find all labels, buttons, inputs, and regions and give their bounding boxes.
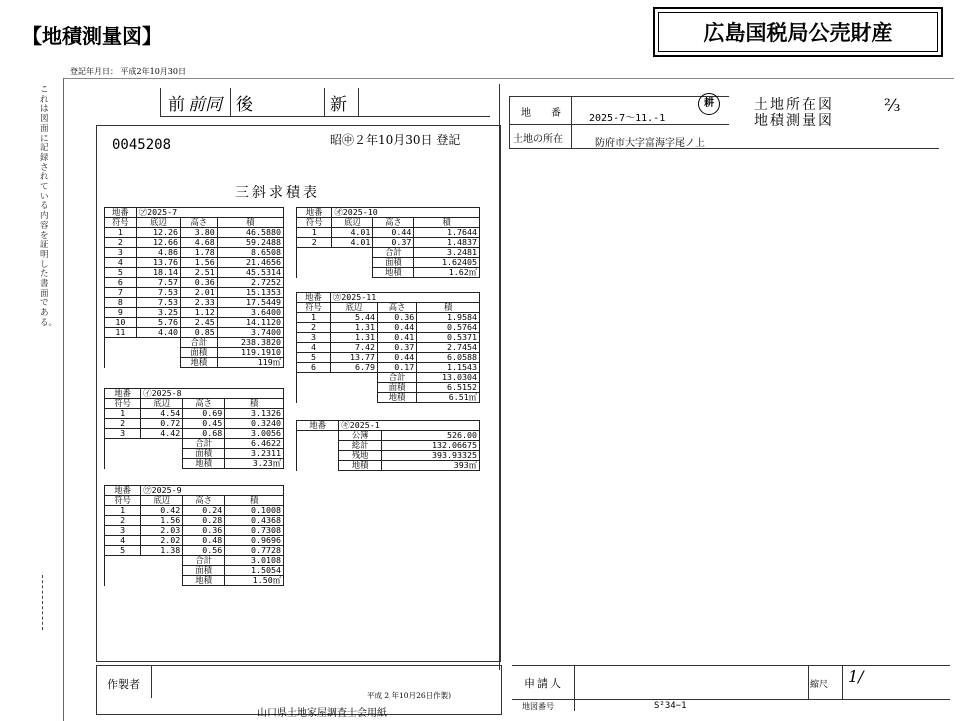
chiban-value: 2025-7〜11.-1 <box>589 113 666 124</box>
table-cell: 1.31 <box>330 323 377 333</box>
total-row <box>297 383 480 393</box>
column-header: 底辺 <box>332 218 373 228</box>
column-header: 底辺 <box>330 303 377 313</box>
table-cell: 4.01 <box>332 238 373 248</box>
table-cell: 6 <box>297 363 331 373</box>
total-value: 3.23㎡ <box>225 459 284 469</box>
total-value: 1.5054 <box>225 566 284 576</box>
chiban-label: 地 番 <box>521 108 561 119</box>
chiban-label: 地番 <box>297 421 339 431</box>
total-value: 393.93325 <box>381 451 479 461</box>
table-cell: 1.56 <box>141 516 183 526</box>
calc-table-2025-10 <box>296 207 480 278</box>
calc-table-title: 三斜求積表 <box>235 185 320 201</box>
table-row <box>105 516 284 526</box>
table-cell: 0.85 <box>180 328 217 338</box>
table-cell: 10 <box>105 318 137 328</box>
total-value: 6.51㎡ <box>417 393 480 403</box>
table-cell: 3.25 <box>136 308 180 318</box>
total-label: 地積 <box>373 268 414 278</box>
column-header: 底辺 <box>141 496 183 506</box>
page-count: ⅔ <box>884 96 901 116</box>
total-value: 132.06675 <box>381 441 479 451</box>
blank-cell <box>105 348 181 358</box>
total-row <box>105 556 284 566</box>
table-cell: 4.54 <box>141 409 183 419</box>
blank-cell <box>105 338 181 348</box>
total-row <box>105 449 284 459</box>
table-cell: 21.4656 <box>217 258 283 268</box>
created-date: 平成 2 年10月26日作製) <box>367 691 452 700</box>
table-cell: 18.14 <box>136 268 180 278</box>
table-header-row <box>297 218 480 228</box>
table-cell: 45.5314 <box>217 268 283 278</box>
table-cell: 0.42 <box>141 506 183 516</box>
table-cell: 0.44 <box>373 228 414 238</box>
table-cell: 4.01 <box>332 228 373 238</box>
table-row <box>297 323 480 333</box>
table-cell: 2.01 <box>180 288 217 298</box>
column-header: 底辺 <box>141 399 183 409</box>
table-cell: 5 <box>297 353 331 363</box>
total-value: 6.4622 <box>225 439 284 449</box>
table-cell: 14.1120 <box>217 318 283 328</box>
table-cell: 0.36 <box>183 526 225 536</box>
chiban-label: 地番 <box>105 486 141 496</box>
total-value: 3.0108 <box>225 556 284 566</box>
total-label: 地積 <box>180 358 217 368</box>
column-header: 積 <box>225 399 284 409</box>
table-cell: 0.44 <box>378 323 417 333</box>
table-title-row <box>105 389 284 399</box>
table-cell: 2 <box>297 238 332 248</box>
total-row <box>297 268 480 278</box>
table-cell: 3 <box>105 526 141 536</box>
blank-cell <box>297 441 339 451</box>
table-cell: 5.76 <box>136 318 180 328</box>
table-cell: 4.42 <box>141 429 183 439</box>
table-cell: 1 <box>105 409 141 419</box>
column-header: 積 <box>225 496 284 506</box>
table-cell: 7.42 <box>330 343 377 353</box>
table-header-row <box>297 303 480 313</box>
table-cell: 5 <box>105 546 141 556</box>
table-row <box>105 328 284 338</box>
blank-cell <box>297 383 378 393</box>
total-label: 合計 <box>378 373 417 383</box>
table-cell: 11 <box>105 328 137 338</box>
blank-cell <box>105 449 183 459</box>
total-row <box>105 348 284 358</box>
chiban-label: 地番 <box>297 293 331 303</box>
table-cell: 0.48 <box>183 536 225 546</box>
map-title-2: 地積測量図 <box>754 113 834 129</box>
paper-label: 山口県土地家屋調査士会用紙 <box>257 708 387 719</box>
table-row <box>105 546 284 556</box>
total-label: 合計 <box>183 439 225 449</box>
blank-cell <box>105 566 183 576</box>
table-cell: 5.44 <box>330 313 377 323</box>
footer-left <box>96 665 502 719</box>
table-cell: 3 <box>105 248 137 258</box>
table-row <box>297 353 480 363</box>
table-cell: 1.38 <box>141 546 183 556</box>
blank-cell <box>297 248 373 258</box>
total-row <box>297 451 480 461</box>
total-label: 合計 <box>180 338 217 348</box>
table-cell: 0.4368 <box>225 516 284 526</box>
column-header: 符号 <box>297 218 332 228</box>
total-label: 合計 <box>373 248 414 258</box>
chiban-label: 地番 <box>105 208 137 218</box>
table-row <box>297 238 480 248</box>
table-row <box>105 278 284 288</box>
table-cell: 8.6508 <box>217 248 283 258</box>
table-cell: 0.3240 <box>225 419 284 429</box>
table-row <box>105 308 284 318</box>
table-cell: 1.31 <box>330 333 377 343</box>
table-cell: 3.1326 <box>225 409 284 419</box>
total-row <box>105 338 284 348</box>
total-value: 1.50㎡ <box>225 576 284 586</box>
total-row <box>105 576 284 586</box>
total-label: 地積 <box>378 393 417 403</box>
table-cell: 1.12 <box>180 308 217 318</box>
blank-cell <box>297 258 373 268</box>
total-label: 地積 <box>339 461 381 471</box>
table-cell: 4.86 <box>136 248 180 258</box>
table-row <box>105 228 284 238</box>
column-header: 符号 <box>105 218 137 228</box>
shin-label: 新 <box>330 95 347 115</box>
table-row <box>297 363 480 373</box>
total-row <box>105 566 284 576</box>
chiban-label: 地番 <box>105 389 141 399</box>
table-cell: 1 <box>105 506 141 516</box>
calc-table-2025-1 <box>296 420 480 471</box>
column-header: 高さ <box>373 218 414 228</box>
table-cell: 3.0056 <box>225 429 284 439</box>
table-header-row <box>105 399 284 409</box>
document-number: 0045208 <box>112 137 172 153</box>
total-row <box>105 459 284 469</box>
table-row <box>105 248 284 258</box>
table-cell: 59.2488 <box>217 238 283 248</box>
total-value: 3.2311 <box>225 449 284 459</box>
column-header: 積 <box>417 303 480 313</box>
registration-line: 昭㊥２年10月30日 登記 <box>330 133 461 147</box>
table-title-row <box>105 486 284 496</box>
total-label: 地積 <box>183 576 225 586</box>
table-cell: 46.5880 <box>217 228 283 238</box>
calc-table-2025-9 <box>104 485 284 586</box>
total-value: 119.1910 <box>217 348 283 358</box>
calc-table-2025-8 <box>104 388 284 469</box>
owner-box <box>653 7 943 57</box>
table-row <box>297 343 480 353</box>
table-title-row <box>297 421 480 431</box>
table-cell: 1.4837 <box>414 238 480 248</box>
table-cell: 1 <box>297 228 332 238</box>
table-cell: 2.33 <box>180 298 217 308</box>
blank-cell <box>297 393 378 403</box>
mae-dou-label: 前同 <box>188 95 222 115</box>
table-row <box>297 333 480 343</box>
table-cell: 1.78 <box>180 248 217 258</box>
total-label: 残地 <box>339 451 381 461</box>
table-cell: 4 <box>105 258 137 268</box>
total-row <box>297 431 480 441</box>
table-cell: 3.6400 <box>217 308 283 318</box>
table-header-row <box>105 496 284 506</box>
table-header-row <box>105 218 284 228</box>
column-header: 積 <box>414 218 480 228</box>
lot-header-table <box>509 96 949 152</box>
total-row <box>105 358 284 368</box>
column-header: 符号 <box>105 399 141 409</box>
table-cell: 2 <box>105 419 141 429</box>
table-cell: 12.26 <box>136 228 180 238</box>
blank-cell <box>297 451 339 461</box>
column-header: 高さ <box>180 218 217 228</box>
scale-label: 縮尺 <box>810 680 829 690</box>
table-cell: 3 <box>297 333 331 343</box>
table-cell: 8 <box>105 298 137 308</box>
total-label: 面積 <box>373 258 414 268</box>
table-row <box>105 288 284 298</box>
table-cell: 15.1353 <box>217 288 283 298</box>
owner-label: 広島国税局公売財産 <box>658 12 938 52</box>
column-header: 高さ <box>183 399 225 409</box>
blank-cell <box>297 268 373 278</box>
table-cell: 6.79 <box>330 363 377 373</box>
table-cell: 1 <box>297 313 331 323</box>
binding-marks <box>42 575 45 630</box>
table-cell: 0.7308 <box>225 526 284 536</box>
chiban-value: ㋒2025-9 <box>141 486 284 496</box>
column-header: 符号 <box>297 303 331 313</box>
shinseinin-label: 申請人 <box>524 677 563 690</box>
table-cell: 0.45 <box>183 419 225 429</box>
table-cell: 0.7728 <box>225 546 284 556</box>
table-cell: 6.0588 <box>417 353 480 363</box>
chiban-value: ㋖2025-1 <box>339 421 480 431</box>
table-cell: 4 <box>105 536 141 546</box>
table-cell: 7 <box>105 288 137 298</box>
table-cell: 2 <box>105 238 137 248</box>
table-cell: 0.69 <box>183 409 225 419</box>
table-cell: 5 <box>105 268 137 278</box>
table-cell: 0.17 <box>378 363 417 373</box>
registration-date: 登記年月日： 平成2年10月30日 <box>70 67 186 76</box>
table-row <box>105 298 284 308</box>
table-title-row <box>297 208 480 218</box>
table-cell: 2.45 <box>180 318 217 328</box>
blank-cell <box>297 461 339 471</box>
ato-label: 後 <box>236 95 253 115</box>
before-after-row <box>160 86 490 117</box>
blank-cell <box>105 439 183 449</box>
table-cell: 12.66 <box>136 238 180 248</box>
table-cell: 0.1008 <box>225 506 284 516</box>
table-cell: 0.5764 <box>417 323 480 333</box>
table-title-row <box>105 208 284 218</box>
total-label: 面積 <box>183 566 225 576</box>
chiban-label: 地番 <box>297 208 332 218</box>
table-row <box>105 526 284 536</box>
table-cell: 2 <box>105 516 141 526</box>
table-cell: 7.53 <box>136 288 180 298</box>
table-cell: 4 <box>297 343 331 353</box>
table-cell: 0.9696 <box>225 536 284 546</box>
table-cell: 3.80 <box>180 228 217 238</box>
table-cell: 0.72 <box>141 419 183 429</box>
total-label: 面積 <box>378 383 417 393</box>
scale-value: 1/ <box>848 667 864 686</box>
table-cell: 2.7252 <box>217 278 283 288</box>
chiban-value: ㋑2025-8 <box>141 389 284 399</box>
table-cell: 1.7644 <box>414 228 480 238</box>
table-cell: 0.56 <box>183 546 225 556</box>
table-cell: 1 <box>105 228 137 238</box>
chiban-value: ㋕2025-11 <box>330 293 479 303</box>
table-cell: 4.68 <box>180 238 217 248</box>
table-cell: 0.36 <box>180 278 217 288</box>
calc-table-2025-11 <box>296 292 480 403</box>
table-row <box>105 318 284 328</box>
total-value: 1.62㎡ <box>414 268 480 278</box>
table-row <box>105 419 284 429</box>
calc-table-2025-7 <box>104 207 284 368</box>
table-cell: 0.36 <box>378 313 417 323</box>
table-cell: 3 <box>105 429 141 439</box>
table-title-row <box>297 293 480 303</box>
table-row <box>297 228 480 238</box>
total-row <box>297 393 480 403</box>
chizu-value: S²34−1 <box>654 701 687 711</box>
total-row <box>297 258 480 268</box>
footer-right <box>512 665 950 713</box>
table-cell: 1.1543 <box>417 363 480 373</box>
table-cell: 0.68 <box>183 429 225 439</box>
mae-label: 前 <box>168 95 185 115</box>
column-header: 積 <box>217 218 283 228</box>
table-cell: 3.7400 <box>217 328 283 338</box>
total-label: 面積 <box>183 449 225 459</box>
total-value: 393㎡ <box>381 461 479 471</box>
table-cell: 7.57 <box>136 278 180 288</box>
table-cell: 2.03 <box>141 526 183 536</box>
total-value: 119㎡ <box>217 358 283 368</box>
total-value: 238.3820 <box>217 338 283 348</box>
total-value: 13.0304 <box>417 373 480 383</box>
table-row <box>297 313 480 323</box>
total-row <box>297 248 480 258</box>
blank-cell <box>105 556 183 566</box>
column-header: 底辺 <box>136 218 180 228</box>
blank-cell <box>105 459 183 469</box>
column-header: 高さ <box>183 496 225 506</box>
table-cell: 1.9584 <box>417 313 480 323</box>
sakuseisha-label: 作製者 <box>107 678 140 691</box>
table-cell: 9 <box>105 308 137 318</box>
table-cell: 0.37 <box>373 238 414 248</box>
table-row <box>105 258 284 268</box>
table-cell: 4.40 <box>136 328 180 338</box>
table-row <box>105 268 284 278</box>
table-cell: 0.24 <box>183 506 225 516</box>
table-cell: 0.28 <box>183 516 225 526</box>
table-cell: 2.02 <box>141 536 183 546</box>
shozai-label: 土地の所在 <box>513 134 563 145</box>
table-cell: 2 <box>297 323 331 333</box>
total-row <box>297 441 480 451</box>
table-cell: 7.53 <box>136 298 180 308</box>
table-cell: 2.7454 <box>417 343 480 353</box>
table-row <box>105 536 284 546</box>
shozai-value: 防府市大字富海字尾ノ上 <box>595 138 705 149</box>
table-cell: 6 <box>105 278 137 288</box>
total-label: 合計 <box>183 556 225 566</box>
table-row <box>105 429 284 439</box>
table-cell: 13.77 <box>330 353 377 363</box>
map-title-1: 土地所在図 <box>754 97 834 113</box>
table-cell: 2.51 <box>180 268 217 278</box>
total-value: 3.2481 <box>414 248 480 258</box>
chiban-value: ㋐2025-7 <box>136 208 283 218</box>
table-row <box>105 238 284 248</box>
column-header: 高さ <box>378 303 417 313</box>
table-row <box>105 409 284 419</box>
total-value: 526.00 <box>381 431 479 441</box>
sheet-divider <box>499 84 500 670</box>
table-cell: 17.5449 <box>217 298 283 308</box>
chiban-value: ㋔2025-10 <box>332 208 480 218</box>
blank-cell <box>297 373 378 383</box>
farmland-mark: 耕 <box>698 93 720 115</box>
total-label: 総計 <box>339 441 381 451</box>
total-row <box>105 439 284 449</box>
table-cell: 0.5371 <box>417 333 480 343</box>
total-value: 1.62405 <box>414 258 480 268</box>
table-cell: 0.44 <box>378 353 417 363</box>
blank-cell <box>297 431 339 441</box>
blank-cell <box>105 358 181 368</box>
total-label: 地積 <box>183 459 225 469</box>
blank-cell <box>105 576 183 586</box>
chizu-label: 地図番号 <box>522 702 554 711</box>
table-row <box>105 506 284 516</box>
total-label: 面積 <box>180 348 217 358</box>
table-cell: 0.37 <box>378 343 417 353</box>
total-value: 6.5152 <box>417 383 480 393</box>
total-row <box>297 461 480 471</box>
table-cell: 0.41 <box>378 333 417 343</box>
table-cell: 1.56 <box>180 258 217 268</box>
column-header: 符号 <box>105 496 141 506</box>
table-cell: 13.76 <box>136 258 180 268</box>
total-row <box>297 373 480 383</box>
certification-note: これは図面に記録されている内容を証明した書面である。 <box>40 85 58 328</box>
total-label: 公簿 <box>339 431 381 441</box>
page-title: 【地積測量図】 <box>22 24 162 48</box>
